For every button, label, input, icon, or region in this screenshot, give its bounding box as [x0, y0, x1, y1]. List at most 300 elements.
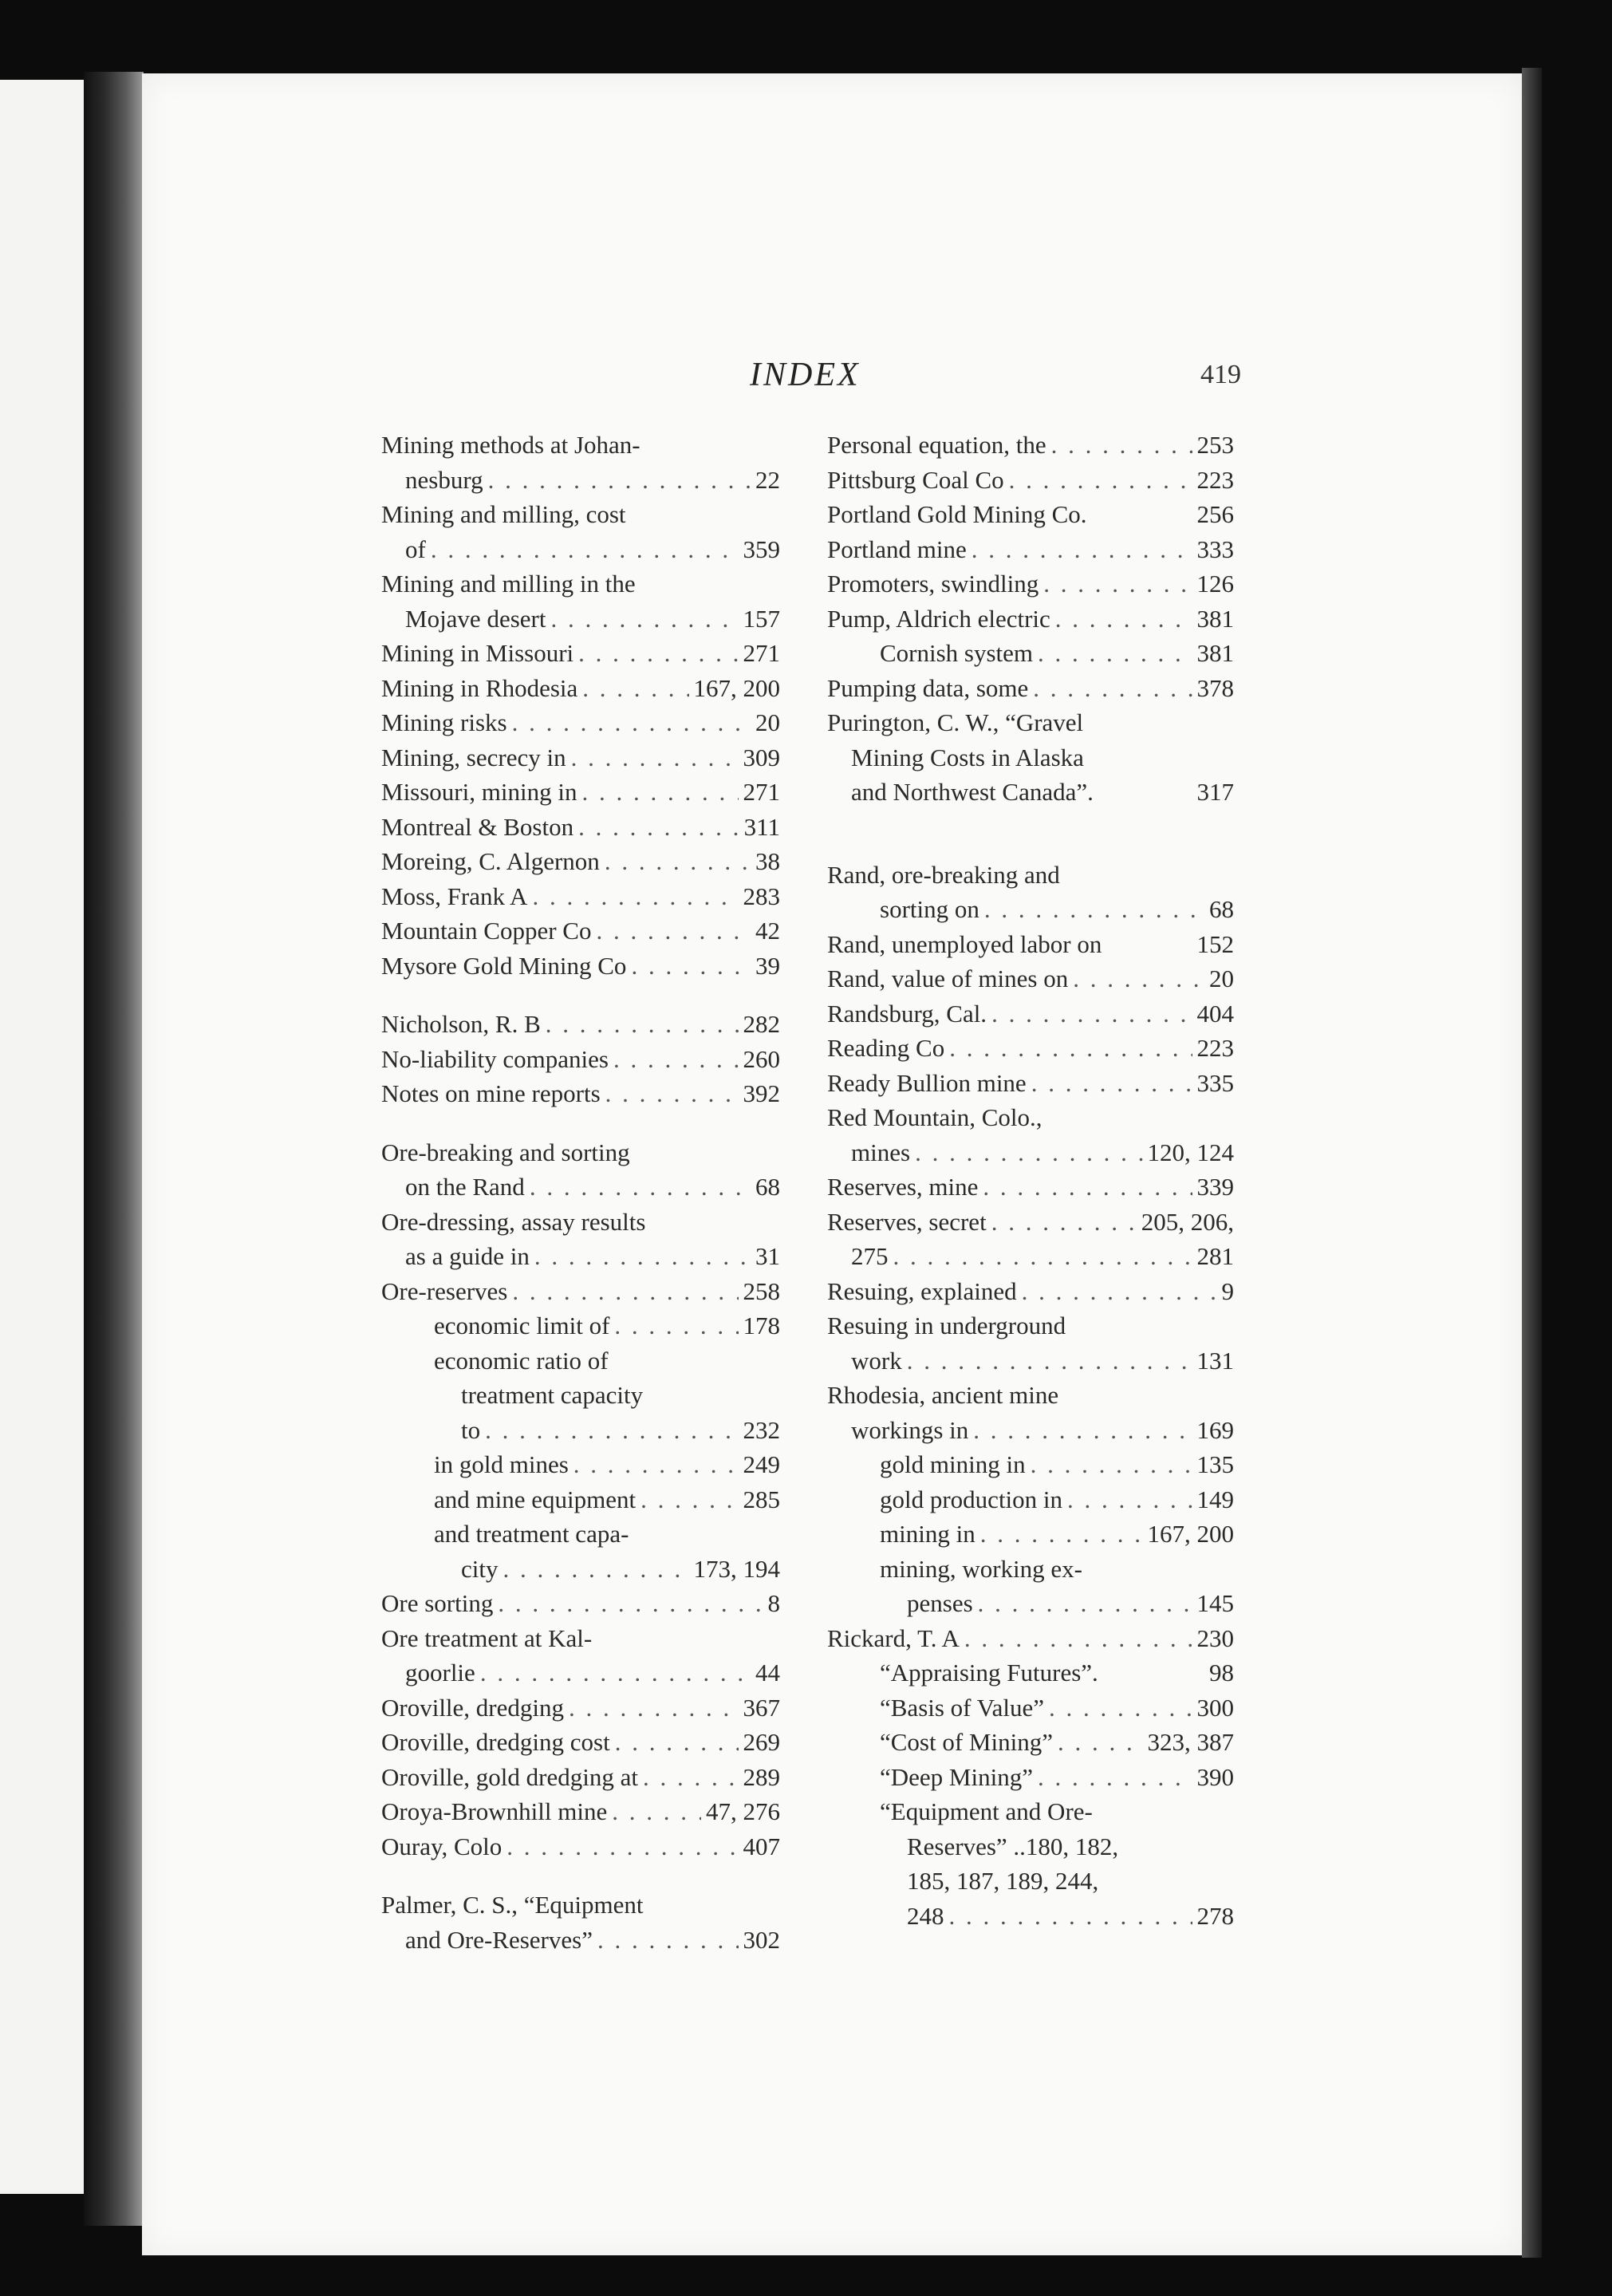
- index-entry: [381, 1923, 780, 1958]
- index-entry: [381, 636, 780, 671]
- leader-dots: [485, 1413, 738, 1448]
- index-entry-text: Ore-reserves: [381, 1276, 508, 1305]
- index-entry-page: 232: [743, 1415, 780, 1444]
- index-entry-page: 145: [1196, 1589, 1234, 1617]
- index-entry-text: Ore-dressing, assay results: [381, 1207, 646, 1236]
- index-entry-text: Reserves” ..180, 182,: [907, 1832, 1119, 1860]
- leader-dots: [1073, 961, 1204, 996]
- leader-dots: [532, 879, 738, 914]
- index-entry-text: Palmer, C. S., “Equipment: [381, 1891, 644, 1919]
- index-entry-text: gold production in: [880, 1485, 1063, 1513]
- leader-dots: [640, 1482, 738, 1517]
- index-entry: [381, 1829, 780, 1864]
- index-entry: [381, 1760, 780, 1795]
- index-entry: [381, 1690, 780, 1726]
- index-entry-text: “Deep Mining”: [880, 1762, 1033, 1791]
- index-entry: [827, 1899, 1234, 1934]
- index-entry-page: 278: [1196, 1901, 1234, 1930]
- index-entry-text: “Equipment and Ore-: [880, 1797, 1093, 1825]
- leader-dots: [612, 1794, 701, 1829]
- index-entry-text: Ready Bullion mine: [827, 1068, 1027, 1097]
- index-entry-page: 317: [1196, 778, 1234, 806]
- index-entry: [381, 1586, 780, 1621]
- index-entry-text: Portland Gold Mining Co.: [827, 500, 1087, 528]
- index-entry-text: No-liability companies: [381, 1044, 609, 1073]
- leader-dots: [978, 1586, 1192, 1621]
- index-entry: [381, 1794, 780, 1829]
- index-entry-text: Ore treatment at Kal-: [381, 1623, 593, 1652]
- index-entry-page: 20: [755, 708, 780, 736]
- index-entry-page: 271: [743, 639, 780, 667]
- index-entry: [827, 775, 1234, 810]
- leader-dots: [983, 1170, 1192, 1205]
- entry-group-gap: [827, 834, 1234, 858]
- index-entry: [381, 1655, 780, 1690]
- index-entry-page: 223: [1196, 465, 1234, 494]
- index-entry: [381, 1308, 780, 1343]
- index-entry-text: goorlie: [405, 1659, 475, 1686]
- leader-dots: [1022, 1274, 1217, 1309]
- index-entry-text: 185, 187, 189, 244,: [907, 1867, 1099, 1895]
- index-entry-page: 390: [1196, 1762, 1234, 1791]
- index-entry: [827, 1690, 1234, 1726]
- index-entry-text: Oroville, dredging cost: [381, 1728, 610, 1756]
- entry-group-gap: [381, 983, 780, 1007]
- index-entry-page: 149: [1196, 1485, 1234, 1513]
- index-entry: [827, 996, 1234, 1032]
- index-entry: [827, 1378, 1234, 1413]
- index-entry: [827, 463, 1234, 498]
- index-entry-text: Pumping data, some: [827, 673, 1029, 702]
- index-entry-text: Cornish system: [880, 639, 1034, 667]
- index-entry: [381, 1413, 780, 1448]
- index-entry-text: Moss, Frank A: [381, 882, 528, 910]
- leader-dots: [973, 1413, 1192, 1448]
- index-entry-page: 152: [1196, 929, 1234, 958]
- leader-dots: [573, 1447, 739, 1482]
- index-entry: [827, 1586, 1234, 1621]
- index-entry-page: 135: [1196, 1450, 1234, 1478]
- index-entry-page: 173, 194: [693, 1554, 780, 1583]
- index-entry-page: 381: [1196, 639, 1234, 667]
- index-entry: [381, 1135, 780, 1170]
- index-entry-text: Mining, secrecy in: [381, 743, 566, 771]
- leader-dots: [991, 996, 1192, 1032]
- index-entry-text: gold mining in: [880, 1450, 1026, 1478]
- index-entry-page: 157: [743, 604, 780, 633]
- index-entry: [827, 1239, 1234, 1274]
- index-entry-text: Resuing, explained: [827, 1276, 1017, 1305]
- index-entry: [381, 1007, 780, 1042]
- leader-dots: [550, 602, 738, 637]
- index-entry: [381, 1076, 780, 1111]
- index-entry-page: 256: [1196, 500, 1234, 528]
- leader-dots: [1033, 671, 1192, 706]
- leader-dots: [643, 1760, 739, 1795]
- index-entry-text: Montreal & Boston: [381, 812, 574, 841]
- index-entry-text: of: [405, 535, 426, 563]
- index-entry-text: Mountain Copper Co: [381, 917, 592, 945]
- index-entry-page: 39: [755, 951, 780, 980]
- index-entry-page: 392: [743, 1079, 780, 1107]
- index-entry-page: 381: [1196, 604, 1234, 633]
- index-entry: [381, 497, 780, 532]
- index-entry-text: Missouri, mining in: [381, 778, 577, 806]
- index-entry-page: 258: [743, 1276, 780, 1305]
- entry-group-gap: [827, 810, 1234, 834]
- index-entry-text: and treatment capa-: [434, 1520, 629, 1548]
- index-entry-text: nesburg: [405, 465, 483, 494]
- index-entry-text: economic ratio of: [434, 1346, 609, 1375]
- index-entry-text: Mining risks: [381, 708, 507, 736]
- index-entry-text: Rhodesia, ancient mine: [827, 1381, 1059, 1409]
- index-entry: [827, 1135, 1234, 1170]
- leader-dots: [614, 1308, 738, 1343]
- index-entry-page: 253: [1196, 431, 1234, 459]
- index-entry: [827, 1864, 1234, 1899]
- page-number: 419: [1200, 360, 1241, 389]
- index-entry-text: city: [461, 1554, 499, 1583]
- index-entry-text: to: [461, 1415, 481, 1444]
- index-entry: [381, 1621, 780, 1656]
- leader-dots: [613, 1042, 739, 1077]
- index-entry-page: 22: [755, 465, 780, 494]
- index-entry-text: Personal equation, the: [827, 431, 1046, 459]
- index-entry-text: treatment capacity: [461, 1381, 644, 1409]
- index-entry-page: 335: [1196, 1068, 1234, 1097]
- index-entry-page: 47, 276: [706, 1797, 780, 1825]
- index-entry-page: 323, 387: [1147, 1728, 1234, 1756]
- leader-dots: [571, 740, 739, 775]
- index-entry-text: mining, working ex-: [880, 1554, 1082, 1583]
- index-entry: [381, 1343, 780, 1379]
- index-entry: [827, 1517, 1234, 1552]
- index-entry-text: Mojave desert: [405, 604, 546, 633]
- index-entry: [827, 602, 1234, 637]
- index-entry-page: 339: [1196, 1173, 1234, 1201]
- index-entry: [827, 1100, 1234, 1135]
- index-entry-text: sorting on: [880, 895, 979, 923]
- leader-dots: [582, 671, 688, 706]
- index-entry-text: and Ore-Reserves”: [405, 1925, 593, 1954]
- index-entry-page: 311: [743, 812, 780, 841]
- leader-dots: [534, 1239, 751, 1274]
- leader-dots: [1038, 636, 1192, 671]
- index-entry-page: 404: [1196, 999, 1234, 1028]
- index-entry-page: 44: [755, 1659, 780, 1686]
- index-entry: [827, 858, 1234, 893]
- leader-dots: [503, 1552, 689, 1587]
- index-entry: [827, 961, 1234, 996]
- index-entry-text: as a guide in: [405, 1242, 530, 1270]
- leader-dots: [907, 1343, 1192, 1379]
- index-entry-text: Resuing in underground: [827, 1312, 1066, 1339]
- index-entry: [827, 1552, 1234, 1587]
- leader-dots: [1009, 463, 1192, 498]
- index-entry: [827, 740, 1234, 775]
- leader-dots: [1031, 1066, 1192, 1101]
- leader-dots: [605, 1076, 739, 1111]
- index-entry-page: 126: [1196, 570, 1234, 598]
- index-entry-page: 282: [743, 1010, 780, 1038]
- index-entry-text: Ore-breaking and sorting: [381, 1138, 630, 1166]
- page-right-edge: [1522, 68, 1542, 2258]
- index-entry-text: Red Mountain, Colo.,: [827, 1103, 1042, 1131]
- index-entry: [827, 1794, 1234, 1829]
- index-entry-page: 131: [1196, 1346, 1234, 1375]
- leader-dots: [1067, 1482, 1192, 1517]
- index-entry-text: 275: [851, 1242, 889, 1270]
- index-entry-text: Promoters, swindling: [827, 570, 1039, 598]
- index-entry-page: 283: [743, 882, 780, 910]
- leader-dots: [1038, 1760, 1192, 1795]
- index-entry: [381, 1482, 780, 1517]
- index-entry-page: 205, 206,: [1141, 1207, 1234, 1236]
- index-entry: [827, 1308, 1234, 1343]
- index-entry-text: Ouray, Colo: [381, 1832, 503, 1860]
- index-entry-text: Rand, ore-breaking and: [827, 860, 1060, 889]
- leader-dots: [972, 532, 1192, 567]
- index-entry-page: 281: [1196, 1242, 1234, 1270]
- leader-dots: [498, 1586, 763, 1621]
- leader-dots: [949, 1899, 1192, 1934]
- index-entry-page: 249: [743, 1450, 780, 1478]
- index-entry-text: economic limit of: [434, 1312, 610, 1339]
- index-entry: [827, 1066, 1234, 1101]
- index-entry-page: 269: [743, 1728, 780, 1756]
- index-entry: [827, 1413, 1234, 1448]
- leader-dots: [581, 775, 738, 810]
- index-entry: [827, 497, 1234, 532]
- index-entry: [381, 463, 780, 498]
- index-entry: [827, 428, 1234, 463]
- index-entry: [827, 1655, 1234, 1690]
- index-entry-text: Pittsburg Coal Co: [827, 465, 1004, 494]
- index-entry: [381, 1888, 780, 1923]
- index-entry: [381, 566, 780, 602]
- index-entry: [827, 1031, 1234, 1066]
- index-entry-page: 407: [743, 1832, 780, 1860]
- index-entry-text: Mining in Rhodesia: [381, 673, 578, 702]
- leader-dots: [512, 705, 751, 740]
- index-entry-text: Pump, Aldrich electric: [827, 604, 1050, 633]
- index-entry: [381, 532, 780, 567]
- leader-dots: [1031, 1447, 1192, 1482]
- index-entry-page: 167, 200: [1147, 1520, 1234, 1548]
- index-entry-text: on the Rand: [405, 1173, 525, 1201]
- index-entry-text: Mining and milling, cost: [381, 500, 626, 528]
- index-entry: [827, 1170, 1234, 1205]
- leader-dots: [631, 949, 751, 984]
- index-entry: [381, 913, 780, 949]
- leader-dots: [1049, 1690, 1192, 1726]
- index-entry: [381, 844, 780, 879]
- index-entry: [381, 740, 780, 775]
- index-entry-text: Reserves, secret: [827, 1207, 987, 1236]
- index-entry: [827, 566, 1234, 602]
- index-entry-page: 8: [767, 1589, 780, 1617]
- leader-dots: [506, 1829, 738, 1864]
- leader-dots: [1058, 1725, 1143, 1760]
- leader-dots: [597, 913, 751, 949]
- index-entry-text: Oroville, gold dredging at: [381, 1762, 638, 1791]
- index-entry-text: in gold mines: [434, 1450, 569, 1478]
- index-entry-page: 178: [743, 1312, 780, 1339]
- leader-dots: [949, 1031, 1192, 1066]
- index-entry: [827, 927, 1234, 962]
- index-column-left: [381, 428, 780, 1957]
- index-entry-page: 289: [743, 1762, 780, 1791]
- index-entry: [381, 1447, 780, 1482]
- index-entry-text: “Appraising Futures”.: [880, 1659, 1098, 1686]
- index-entry-page: 20: [1209, 965, 1234, 992]
- leader-dots: [512, 1274, 738, 1309]
- index-entry-page: 230: [1196, 1623, 1234, 1652]
- index-entry-text: Oroville, dredging: [381, 1693, 565, 1722]
- index-entry-text: Reading Co: [827, 1034, 945, 1062]
- leader-dots: [569, 1690, 738, 1726]
- index-entry-text: Rand, unemployed labor on: [827, 929, 1102, 958]
- index-entry-page: 285: [743, 1485, 780, 1513]
- leader-dots: [546, 1007, 739, 1042]
- index-entry: [381, 810, 780, 845]
- index-entry: [827, 1725, 1234, 1760]
- index-entry: [827, 1447, 1234, 1482]
- index-entry-text: Moreing, C. Algernon: [381, 847, 600, 875]
- entry-group-gap: [381, 1111, 780, 1135]
- entry-group-gap: [381, 1864, 780, 1888]
- index-entry-page: 42: [755, 917, 780, 945]
- index-entry: [381, 879, 780, 914]
- index-entry-page: 359: [743, 535, 780, 563]
- index-entry: [827, 1760, 1234, 1795]
- index-entry: [381, 1274, 780, 1309]
- running-head-title: INDEX: [750, 357, 861, 393]
- index-entry-page: 9: [1221, 1276, 1234, 1305]
- leader-dots: [597, 1923, 739, 1958]
- index-entry-page: 38: [755, 847, 780, 875]
- index-entry-text: Portland mine: [827, 535, 967, 563]
- index-entry: [827, 705, 1234, 740]
- index-entry-page: 309: [743, 743, 780, 771]
- index-entry-text: mines: [851, 1138, 911, 1166]
- index-entry-text: and Northwest Canada”.: [851, 778, 1094, 806]
- index-entry: [381, 1170, 780, 1205]
- index-entry: [381, 775, 780, 810]
- index-entry-page: 120, 124: [1147, 1138, 1234, 1166]
- leader-dots: [1055, 602, 1192, 637]
- index-entry: [827, 532, 1234, 567]
- leader-dots: [915, 1135, 1142, 1170]
- index-entry-page: 302: [743, 1925, 780, 1954]
- book-gutter: [84, 72, 144, 2226]
- leader-dots: [605, 844, 751, 879]
- index-entry-page: 260: [743, 1044, 780, 1073]
- leader-dots: [964, 1621, 1192, 1656]
- index-entry-text: “Cost of Mining”: [880, 1728, 1053, 1756]
- index-entry-text: Reserves, mine: [827, 1173, 979, 1201]
- index-entry: [827, 1343, 1234, 1379]
- index-entry-text: Mysore Gold Mining Co: [381, 951, 627, 980]
- leader-dots: [480, 1655, 751, 1690]
- index-entry-text: Rand, value of mines on: [827, 965, 1069, 992]
- index-entry-page: 68: [755, 1173, 780, 1201]
- index-entry: [381, 1725, 780, 1760]
- index-column-right: [827, 428, 1234, 1933]
- index-entry-page: 98: [1209, 1659, 1234, 1686]
- index-entry: [381, 1552, 780, 1587]
- index-entry-text: Oroya-Brownhill mine: [381, 1797, 608, 1825]
- index-entry-text: penses: [907, 1589, 973, 1617]
- index-entry-text: Randsburg, Cal.: [827, 999, 987, 1028]
- index-entry: [381, 671, 780, 706]
- index-entry-page: 271: [743, 778, 780, 806]
- leader-dots: [488, 463, 751, 498]
- index-entry: [827, 636, 1234, 671]
- leader-dots: [980, 1517, 1143, 1552]
- index-entry: [381, 1378, 780, 1413]
- index-entry: [381, 1239, 780, 1274]
- leader-dots: [1043, 566, 1192, 602]
- leader-dots: [984, 892, 1204, 927]
- leader-dots: [578, 636, 738, 671]
- index-entry-text: workings in: [851, 1415, 969, 1444]
- index-entry: [827, 1482, 1234, 1517]
- leader-dots: [1051, 428, 1192, 463]
- index-entry-page: 167, 200: [693, 673, 780, 702]
- index-entry: [827, 1274, 1234, 1309]
- index-entry-text: 248: [907, 1901, 944, 1930]
- index-entry-text: “Basis of Value”: [880, 1693, 1045, 1722]
- index-entry: [827, 1205, 1234, 1240]
- index-entry-page: 333: [1196, 535, 1234, 563]
- index-entry-page: 367: [743, 1693, 780, 1722]
- leader-dots: [530, 1170, 751, 1205]
- index-entry: [827, 1829, 1234, 1864]
- index-entry: [381, 1042, 780, 1077]
- index-entry-text: and mine equipment: [434, 1485, 637, 1513]
- index-entry-text: Nicholson, R. B: [381, 1010, 541, 1038]
- index-entry-text: Purington, C. W., “Gravel: [827, 708, 1084, 736]
- index-entry-text: Mining in Missouri: [381, 639, 574, 667]
- index-entry-text: Notes on mine reports: [381, 1079, 601, 1107]
- index-entry: [827, 892, 1234, 927]
- index-entry: [381, 428, 780, 463]
- index-entry: [827, 671, 1234, 706]
- index-entry-text: mining in: [880, 1520, 975, 1548]
- index-entry: [381, 602, 780, 637]
- index-entry: [381, 1205, 780, 1240]
- index-entry-text: Mining Costs in Alaska: [851, 743, 1084, 771]
- index-entry-text: Mining methods at Johan-: [381, 431, 640, 459]
- leader-dots: [615, 1725, 739, 1760]
- index-entry-page: 300: [1196, 1693, 1234, 1722]
- leader-dots: [431, 532, 739, 567]
- leader-dots: [893, 1239, 1192, 1274]
- index-entry-text: Mining and milling in the: [381, 570, 636, 598]
- index-entry-page: 31: [755, 1242, 780, 1270]
- index-entry-page: 68: [1209, 895, 1234, 923]
- index-entry: [381, 949, 780, 984]
- index-entry: [827, 1621, 1234, 1656]
- index-entry-page: 378: [1196, 673, 1234, 702]
- index-entry-text: Ore sorting: [381, 1589, 494, 1617]
- index-entry-text: Rickard, T. A: [827, 1623, 960, 1652]
- index-entry-page: 169: [1196, 1415, 1234, 1444]
- index-entry: [381, 705, 780, 740]
- index-entry-text: work: [851, 1346, 902, 1375]
- index-entry: [381, 1517, 780, 1552]
